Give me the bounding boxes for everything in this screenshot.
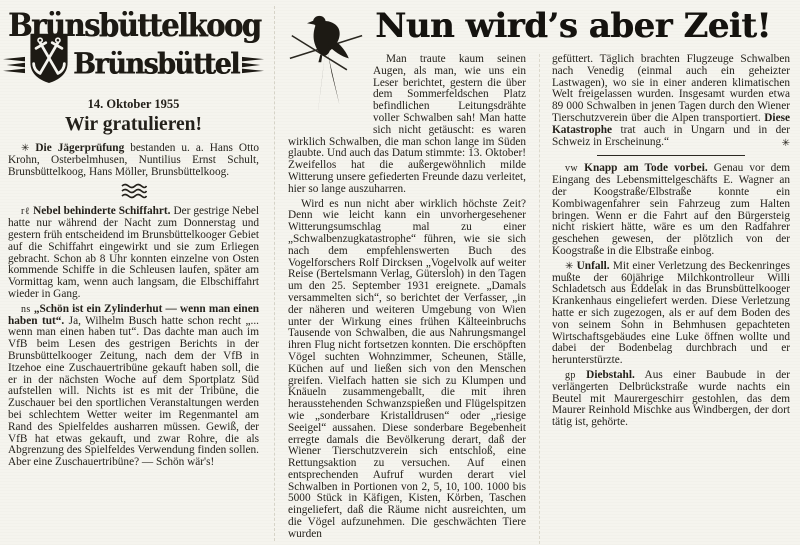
paragraph-text: bestanden u. a. Hans Otto Krohn, Osterbelmhusen, Nuntilius Ernst Schult, Brunsbüttelkoog, Hans Möller, Brunsbüttelkoog. [8,142,259,178]
star-mark: ✳ [21,143,30,154]
article-columns [288,54,790,544]
paragraph-lead: Diebstahl. [586,368,635,381]
paragraph-emphasis: Diese Katastrophe [552,111,790,136]
main-article-area [274,6,790,541]
fog-shipping-paragraph [8,206,259,300]
congratulations-heading: Wir gratulieren! [64,114,203,135]
left-column [8,6,259,541]
paragraph-text: Aus einer Baubude in der verlängerten Delbrückstraße wurde nachts ein Beutel mit Maurergeschirr gestohlen, das dem Maurer Reinhold Mischke aus Windbergen, der dort tätig ist, gehörte. [552,368,791,429]
article-divider-rule [597,155,745,156]
theft-paragraph [552,370,790,429]
wave-divider-icon [121,183,147,199]
swallow-paragraph-3 [552,54,790,148]
swallow-paragraph-1: Man traute kaum seinen Augen, als man, wie uns ein Leser berichtet, gestern die über dem Sommerfeldschen Platz befindlichen Leitungsdrähte voller Schwalben sah! Man hatte sich nicht getäuscht: es waren wirklich Schwalben, die man schon lange im Süden glaubte. Und auch das Datum stimmte: 13. Oktober! Zweifellos hat die außergewöhnlich milde Witterung unsere gefiederten Freunde dazu verleitet, hier so lange auszuharren. [288,53,526,195]
paragraph-text: Mit einer Verletzung des Beckenringes mußte der 60jährige Milchkontrolleur Willi Schladetsch aus Eddelak in das Brunsbüttelkooger Krankenhaus eingeliefert werden. Diese Verletzung hatte er sich zugezogen, als er auf dem Boden des von seinem Sohn in Behmhusen gepachteten Wirtschaftsgebäudes eine Luke öffnen wollte und dabei der Bodenbelag durchbrach und er herunterstürzte. [552,259,790,367]
swallow-paragraph-2: Wird es nun nicht aber wirklich höchste Zeit? Denn wie leicht kann ein unvorhergesehener Witterungsumschlag mal zu einer „Schwalbenzugkatastrophe“ führen, wie sie sich nach dem empfehlenswerten Buch des Vogelforschers Rolf Dircksen „Vogelvolk auf weiter Reise (Bertelsmann Verlag, Gütersloh) in den Tagen um den 25. September 1931 ereignete. „Damals versammelten sich“, so berichtet der Verfasser, „in der näheren und weiteren Umgebung von Wien unter der Wirkung eines frühen Kälteeinbruchs Tausende von Schwalben, die aus Nahrungsmangel ihren Flug nicht fortsetzen konnten. Die erschöpften Vögel suchten Wohnzimmer, Scheunen, Ställe, Küchen auf und ließen sich von den Menschen greifen. Vielfach hatten sie sich zu Klumpen und Knäueln zusammengeballt, die mit ihren herausstehenden Schwanzspießen und Flügelspitzen wie „sonderbare Kristalldrusen“ oder „riesige Seeigel“ aussahen. Diese sonderbare Begebenheit erregte damals die Bevölkerung derart, daß der Wiener Tierschutzverein sich entschloß, eine Rettungsaktion zu versuchen. Auf einen entsprechenden Aufruf wurden derart viel Schwalben in Portionen von 2, 5, 10, 100. 1000 bis 5000 Stück in Käfigen, Kisten, Körben, Taschen eingeliefert, daß die Räume nicht ausreichten, um die Vögel aufzunehmen. Die geschwächten Tiere wurden [288,197,526,540]
paragraph-lead: Die Jägerprüfung [35,142,125,154]
masthead-title-row [8,44,259,86]
paragraph-text: trat auch in Ungarn und in der Schweiz in Erscheinung.“ [552,123,791,148]
masthead-title-line1: Brünsbüttelkoog [8,6,261,44]
flourish-left-icon [3,53,25,77]
article-headline: Nun wird’s aber Zeit! [375,6,771,46]
near-death-paragraph [552,163,790,257]
tribune-paragraph [8,304,259,469]
paragraph-text: Der gestrige Nebel hatte nur während der Nacht zum Donnerstag und gestern früh entscheidend im Brunsbüttelkooger Gebiet auf die Schiffahrt eingewirkt und sie zum Erliegen gebracht. Schon ab 8 Uhr konnten einzelne von Osten kommende Schiffe in die Schleusen laufen, später am Vormittag kam, wenn auch langsam, die Elbschiffahrt wieder in Gang. [8,205,260,300]
masthead [8,6,261,112]
masthead-title-line2: Brünsbüttel [73,47,239,82]
accident-paragraph [552,261,790,367]
paragraph-text: Ja, Wilhelm Busch hatte schon recht „... wenn man einen haben tut“. Das dachte man auch im VfB beim Lesen des gestrigen Berichts in der Brunsbüttelkooger Zeitung, nach dem der VfB in Itzehoe eine Zuschauertribüne gekauft haben soll, die er in der nächsten Woche auf dem Sportplatz Süd aufstellen will. Nichts ist es mit der Tribüne, die Zuschauer bei den sportlichen Veranstaltungen werden bei schlechtem Wetter weiter im Regenmantel am Rand des Spielfeldes ausharren müssen. Gewiß, der VfB hat etwas gekauft, und zwar Rohre, die als Abgrenzung des Spielfeldes Verwendung finden sollen. Aber eine Zuschauertribüne? — Schön wär's! [8,314,259,469]
correspondent-mark: gp [565,369,576,381]
hunter-exam-paragraph [8,143,259,178]
issue-date: 14. Oktober 1955 [87,97,180,111]
correspondent-mark: rℓ [21,206,31,218]
paragraph-lead: Nebel behinderte Schiffahrt. [33,205,171,218]
paragraph-lead: Unfall. [576,259,610,272]
paragraph-text: gefüttert. Täglich brachten Flugzeuge Schwalben nach Venedig (einmal auch ein geheizter Lastwagen), wo sie in einer anderen klimatischen Welt freigelassen wurden. Insgesamt wurden etwa 89 000 Schwalben in jenen Tagen durch den Wiener Tierschutzverein über die Alpen transportiert. [552,53,790,124]
paragraph-lead: Knapp am Tode vorbei. [584,162,708,175]
article-end-star-mark: ✳ [781,137,790,149]
flourish-right-icon [242,53,264,77]
paragraph-lead: „Schön ist ein Zylinderhut — wenn man einen haben tut“. [8,302,260,327]
paragraph-text: Genau vor dem Eingang des Lebensmittelgeschäfts E. Wagner an der Koogstraße/Elbstraße konnte ein Kombiwagenfahrer sein Fahrzeug zum Halten bringen. Wenn er die Fahrt auf den Bürgersteig nicht riskiert hätte, wäre es um den Radfahrer geschehen gewesen, der plötzlich von der Koogstraße in die Elbstraße einbog. [552,162,791,257]
star-mark: ✳ [565,260,574,272]
correspondent-mark: ns [21,303,31,315]
correspondent-mark: vw [565,163,579,175]
middle-column [288,54,526,544]
swallow-on-wires-icon [288,8,364,124]
right-column [539,54,790,544]
